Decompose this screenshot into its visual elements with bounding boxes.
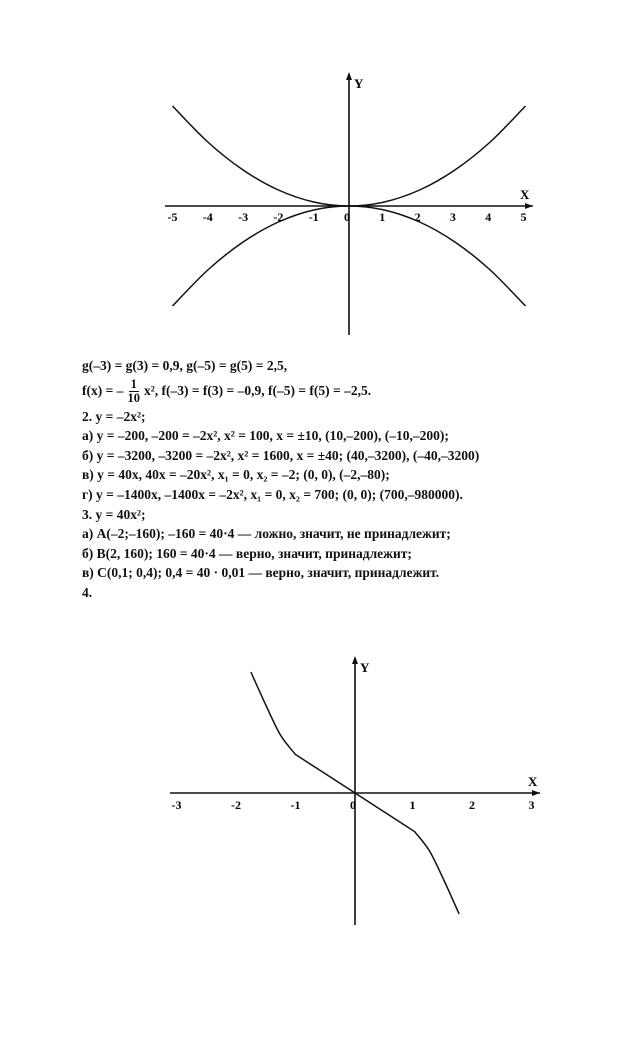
- x-tick-label: 0: [344, 210, 350, 224]
- x-tick-label: 5: [520, 210, 527, 224]
- fraction-numerator: 1: [130, 376, 137, 391]
- x-tick-label: 1: [409, 798, 416, 812]
- y-axis-label: Y: [354, 76, 364, 91]
- x-tick-labels: [168, 210, 527, 224]
- item-3-heading: 3. y = 40x²;: [82, 506, 146, 522]
- x-tick-label: -2: [273, 210, 284, 224]
- x-tick-label: 2: [414, 210, 421, 224]
- x-tick-label: 0: [350, 798, 356, 812]
- fraction-one-tenth: [125, 378, 142, 405]
- item-2-heading: 2. y = –2x²;: [82, 408, 146, 424]
- item-2b: б) y = –3200, –3200 = –2x², x² = 1600, x = ±40; (40,–3200), (–40,–3200): [82, 447, 480, 463]
- x-axis-label: X: [520, 187, 530, 202]
- item-2v: в) y = 40x, 40x = –20x², x₁ = 0, x₂ = –2; (0, 0), (–2,–80);: [82, 467, 390, 483]
- fraction-denominator: 10: [127, 390, 140, 405]
- x-tick-label: 1: [379, 210, 386, 224]
- line-g-values: g(–3) = g(3) = 0,9, g(–5) = g(5) = 2,5,: [82, 358, 288, 373]
- x-tick-label: -4: [202, 210, 213, 224]
- x-tick-label: 3: [528, 798, 535, 812]
- x-tick-label: -3: [171, 798, 182, 812]
- item-3b: б) B(2, 160); 160 = 40·4 — верно, значит, принадлежит;: [82, 545, 412, 561]
- x-tick-label: -1: [308, 210, 319, 224]
- y-axis-arrow: [352, 656, 358, 664]
- solution-text: [82, 356, 622, 603]
- item-2a: а) y = –200, –200 = –2x², x² = 100, x = ±10, (10,–200), (–10,–200);: [82, 428, 449, 444]
- graph-piecewise: [0, 650, 638, 950]
- line-f-suffix: x², f(–3) = f(3) = –0,9, f(–5) = f(5) = –2,5.: [143, 383, 372, 399]
- x-tick-label: 3: [449, 210, 456, 224]
- x-axis-arrow: [532, 790, 540, 796]
- line-f-values: [82, 376, 622, 407]
- y-axis-arrow: [346, 72, 352, 80]
- line-f-prefix: f(x) = –: [82, 383, 124, 399]
- x-axis-arrow: [525, 203, 533, 209]
- item-2g: г) y = –1400x, –1400x = –2x², x₁ = 0, x₂ = 700; (0, 0); (700,–980000).: [82, 486, 463, 502]
- x-tick-label: 4: [485, 210, 492, 224]
- x-axis-label: X: [528, 774, 538, 789]
- x-tick-label: 2: [469, 798, 475, 812]
- y-axis-label: Y: [360, 660, 370, 675]
- x-tick-label: -5: [167, 210, 178, 224]
- item-3a: а) A(–2;–160); –160 = 40·4 — ложно, значит, не принадлежит;: [82, 526, 451, 542]
- item-3v: в) C(0,1; 0,4); 0,4 = 40 · 0,01 — верно, значит, принадлежит.: [82, 565, 440, 581]
- x-tick-label: -1: [290, 798, 301, 812]
- x-tick-label: -2: [231, 798, 241, 812]
- graph-parabolas: [0, 0, 638, 345]
- x-tick-label: -3: [238, 210, 249, 224]
- x-tick-labels: [172, 798, 535, 812]
- item-4-heading: 4.: [82, 584, 93, 600]
